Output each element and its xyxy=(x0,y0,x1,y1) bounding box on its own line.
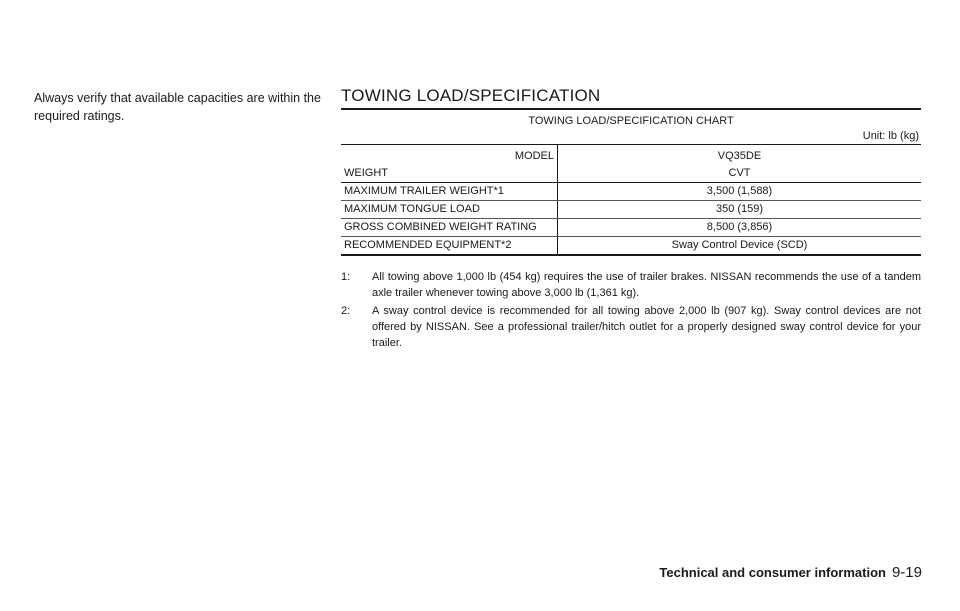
row-value: 3,500 (1,588) xyxy=(558,183,922,201)
row-label: RECOMMENDED EQUIPMENT*2 xyxy=(341,237,558,255)
transmission-value: CVT xyxy=(558,165,922,183)
chart-unit: Unit: lb (kg) xyxy=(862,130,919,142)
page-footer xyxy=(659,564,922,581)
footnote xyxy=(341,303,921,351)
section-title: TOWING LOAD/SPECIFICATION xyxy=(341,86,601,105)
spec-table xyxy=(341,144,921,254)
footnote-number: 1: xyxy=(341,271,351,283)
table-header-row-model xyxy=(341,145,921,166)
table-row xyxy=(341,201,921,219)
table-row xyxy=(341,183,921,201)
row-label: MAXIMUM TRAILER WEIGHT*1 xyxy=(341,183,558,201)
table-row xyxy=(341,219,921,237)
footnote-text: All towing above 1,000 lb (454 kg) requires the use of trailer brakes. NISSAN recommends the use of a tandem axle trailer whenever towing above 3,000 lb (1,361 kg). xyxy=(372,271,921,299)
footnote-number: 2: xyxy=(341,305,351,317)
model-label: MODEL xyxy=(341,145,558,166)
row-label: MAXIMUM TONGUE LOAD xyxy=(341,201,558,219)
table-header-row-weight xyxy=(341,165,921,183)
footnote-text: A sway control device is recommended for all towing above 2,000 lb (907 kg). Sway control devices are not offered by NISSAN. See a professional trailer/hitch outlet for a properly designed sway control device for your trailer. xyxy=(372,305,921,349)
footnote xyxy=(341,269,921,301)
model-value: VQ35DE xyxy=(717,150,762,162)
chart-title: TOWING LOAD/SPECIFICATION CHART xyxy=(528,115,734,127)
weight-label: WEIGHT xyxy=(341,165,558,183)
footnotes xyxy=(341,269,921,353)
intro-paragraph: Always verify that available capacities are within the required ratings. xyxy=(34,91,321,123)
row-label: GROSS COMBINED WEIGHT RATING xyxy=(341,219,558,237)
table-row xyxy=(341,237,921,255)
row-value: 8,500 (3,856) xyxy=(558,219,922,237)
row-value: 350 (159) xyxy=(558,201,922,219)
footer-section-title: Technical and consumer information xyxy=(659,565,886,580)
towing-spec-chart xyxy=(341,108,921,256)
page-number: 9-19 xyxy=(891,564,922,581)
row-value: Sway Control Device (SCD) xyxy=(671,239,808,251)
